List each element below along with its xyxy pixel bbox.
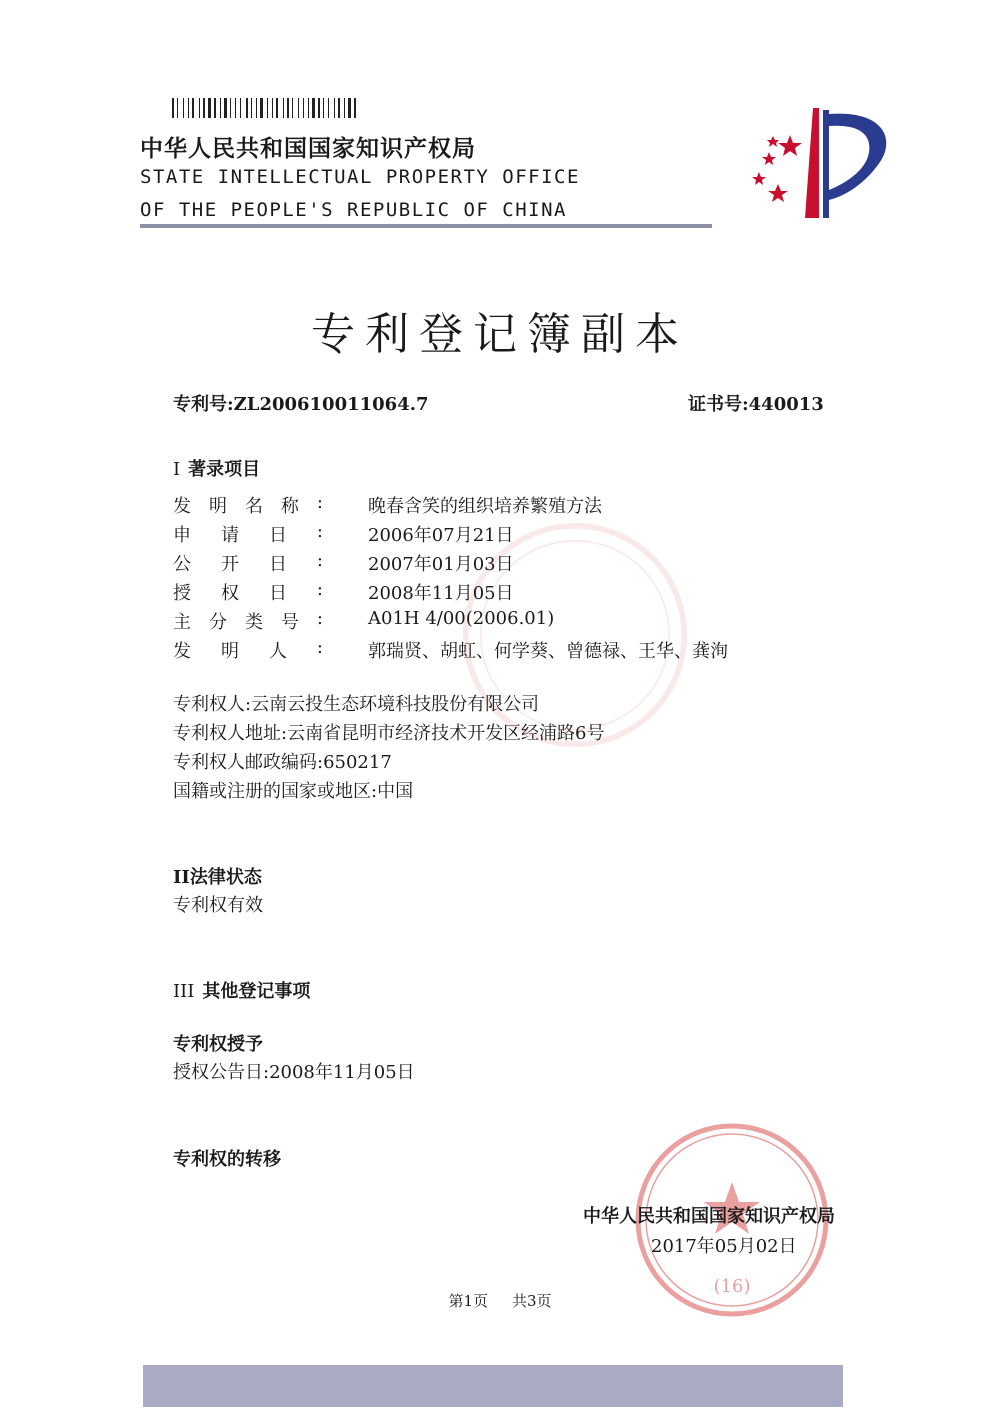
barcode (172, 98, 434, 118)
footer-bar (143, 1365, 843, 1407)
office-name-cn: 中华人民共和国国家知识产权局 (140, 135, 476, 162)
field-label: 公 开 日 : (173, 550, 323, 575)
section-1-title: 著录项目 (188, 459, 261, 480)
field-value: 晚春含笑的组织培养繁殖方法 (368, 496, 602, 517)
office-name-en-line1: STATE INTELLECTUAL PROPERTY OFFICE (140, 166, 580, 188)
section-3-roman: III (173, 981, 195, 1002)
field-value: 2006年07月21日 (368, 525, 514, 546)
transfer-heading: 专利权的转移 (173, 1149, 281, 1170)
section-1-roman: I (173, 459, 181, 480)
page-indicator (0, 1290, 1000, 1311)
section-1-heading (173, 455, 260, 481)
field-label: 发 明 人 : (173, 637, 323, 662)
section-2-heading: II法律状态 (173, 867, 262, 888)
field-label: 主 分 类 号 : (173, 608, 323, 633)
grant-announcement-date: 授权公告日:2008年11月05日 (173, 1062, 415, 1083)
sipo-emblem-icon (745, 100, 895, 225)
patentee-address: 专利权人地址:云南省昆明市经济技术开发区经浦路6号 (173, 723, 605, 744)
section-3-title: 其他登记事项 (202, 981, 311, 1002)
legal-status: 专利权有效 (173, 895, 263, 916)
header-rule (140, 224, 712, 228)
field-value: 2007年01月03日 (368, 554, 514, 575)
section-3-heading (173, 977, 310, 1003)
field-label: 发 明 名 称 : (173, 492, 323, 517)
patent-number: 专利号:ZL200610011064.7 (173, 394, 429, 415)
document-title: 专利登记簿副本 (311, 309, 689, 360)
office-name-en-line2: OF THE PEOPLE'S REPUBLIC OF CHINA (140, 199, 567, 221)
field-value: 郭瑞贤、胡虹、何学葵、曾德禄、王华、龚洵 (368, 641, 728, 662)
field-label: 申 请 日 : (173, 521, 323, 546)
page-current: 第1页 (448, 1292, 488, 1310)
page-total: 共3页 (512, 1292, 552, 1310)
issue-date: 2017年05月02日 (651, 1236, 797, 1257)
nationality: 国籍或注册的国家或地区:中国 (173, 781, 414, 802)
issuer-name: 中华人民共和国国家知识产权局 (583, 1206, 835, 1227)
patentee: 专利权人:云南云投生态环境科技股份有限公司 (173, 694, 540, 715)
field-value: 2008年11月05日 (368, 583, 514, 604)
field-value: A01H 4/00(2006.01) (368, 608, 555, 629)
stamp-number: (16) (713, 1276, 751, 1297)
field-label: 授 权 日 : (173, 579, 323, 604)
grant-heading: 专利权授予 (173, 1034, 263, 1055)
patentee-postcode: 专利权人邮政编码:650217 (173, 752, 392, 773)
certificate-number: 证书号:440013 (688, 394, 824, 415)
